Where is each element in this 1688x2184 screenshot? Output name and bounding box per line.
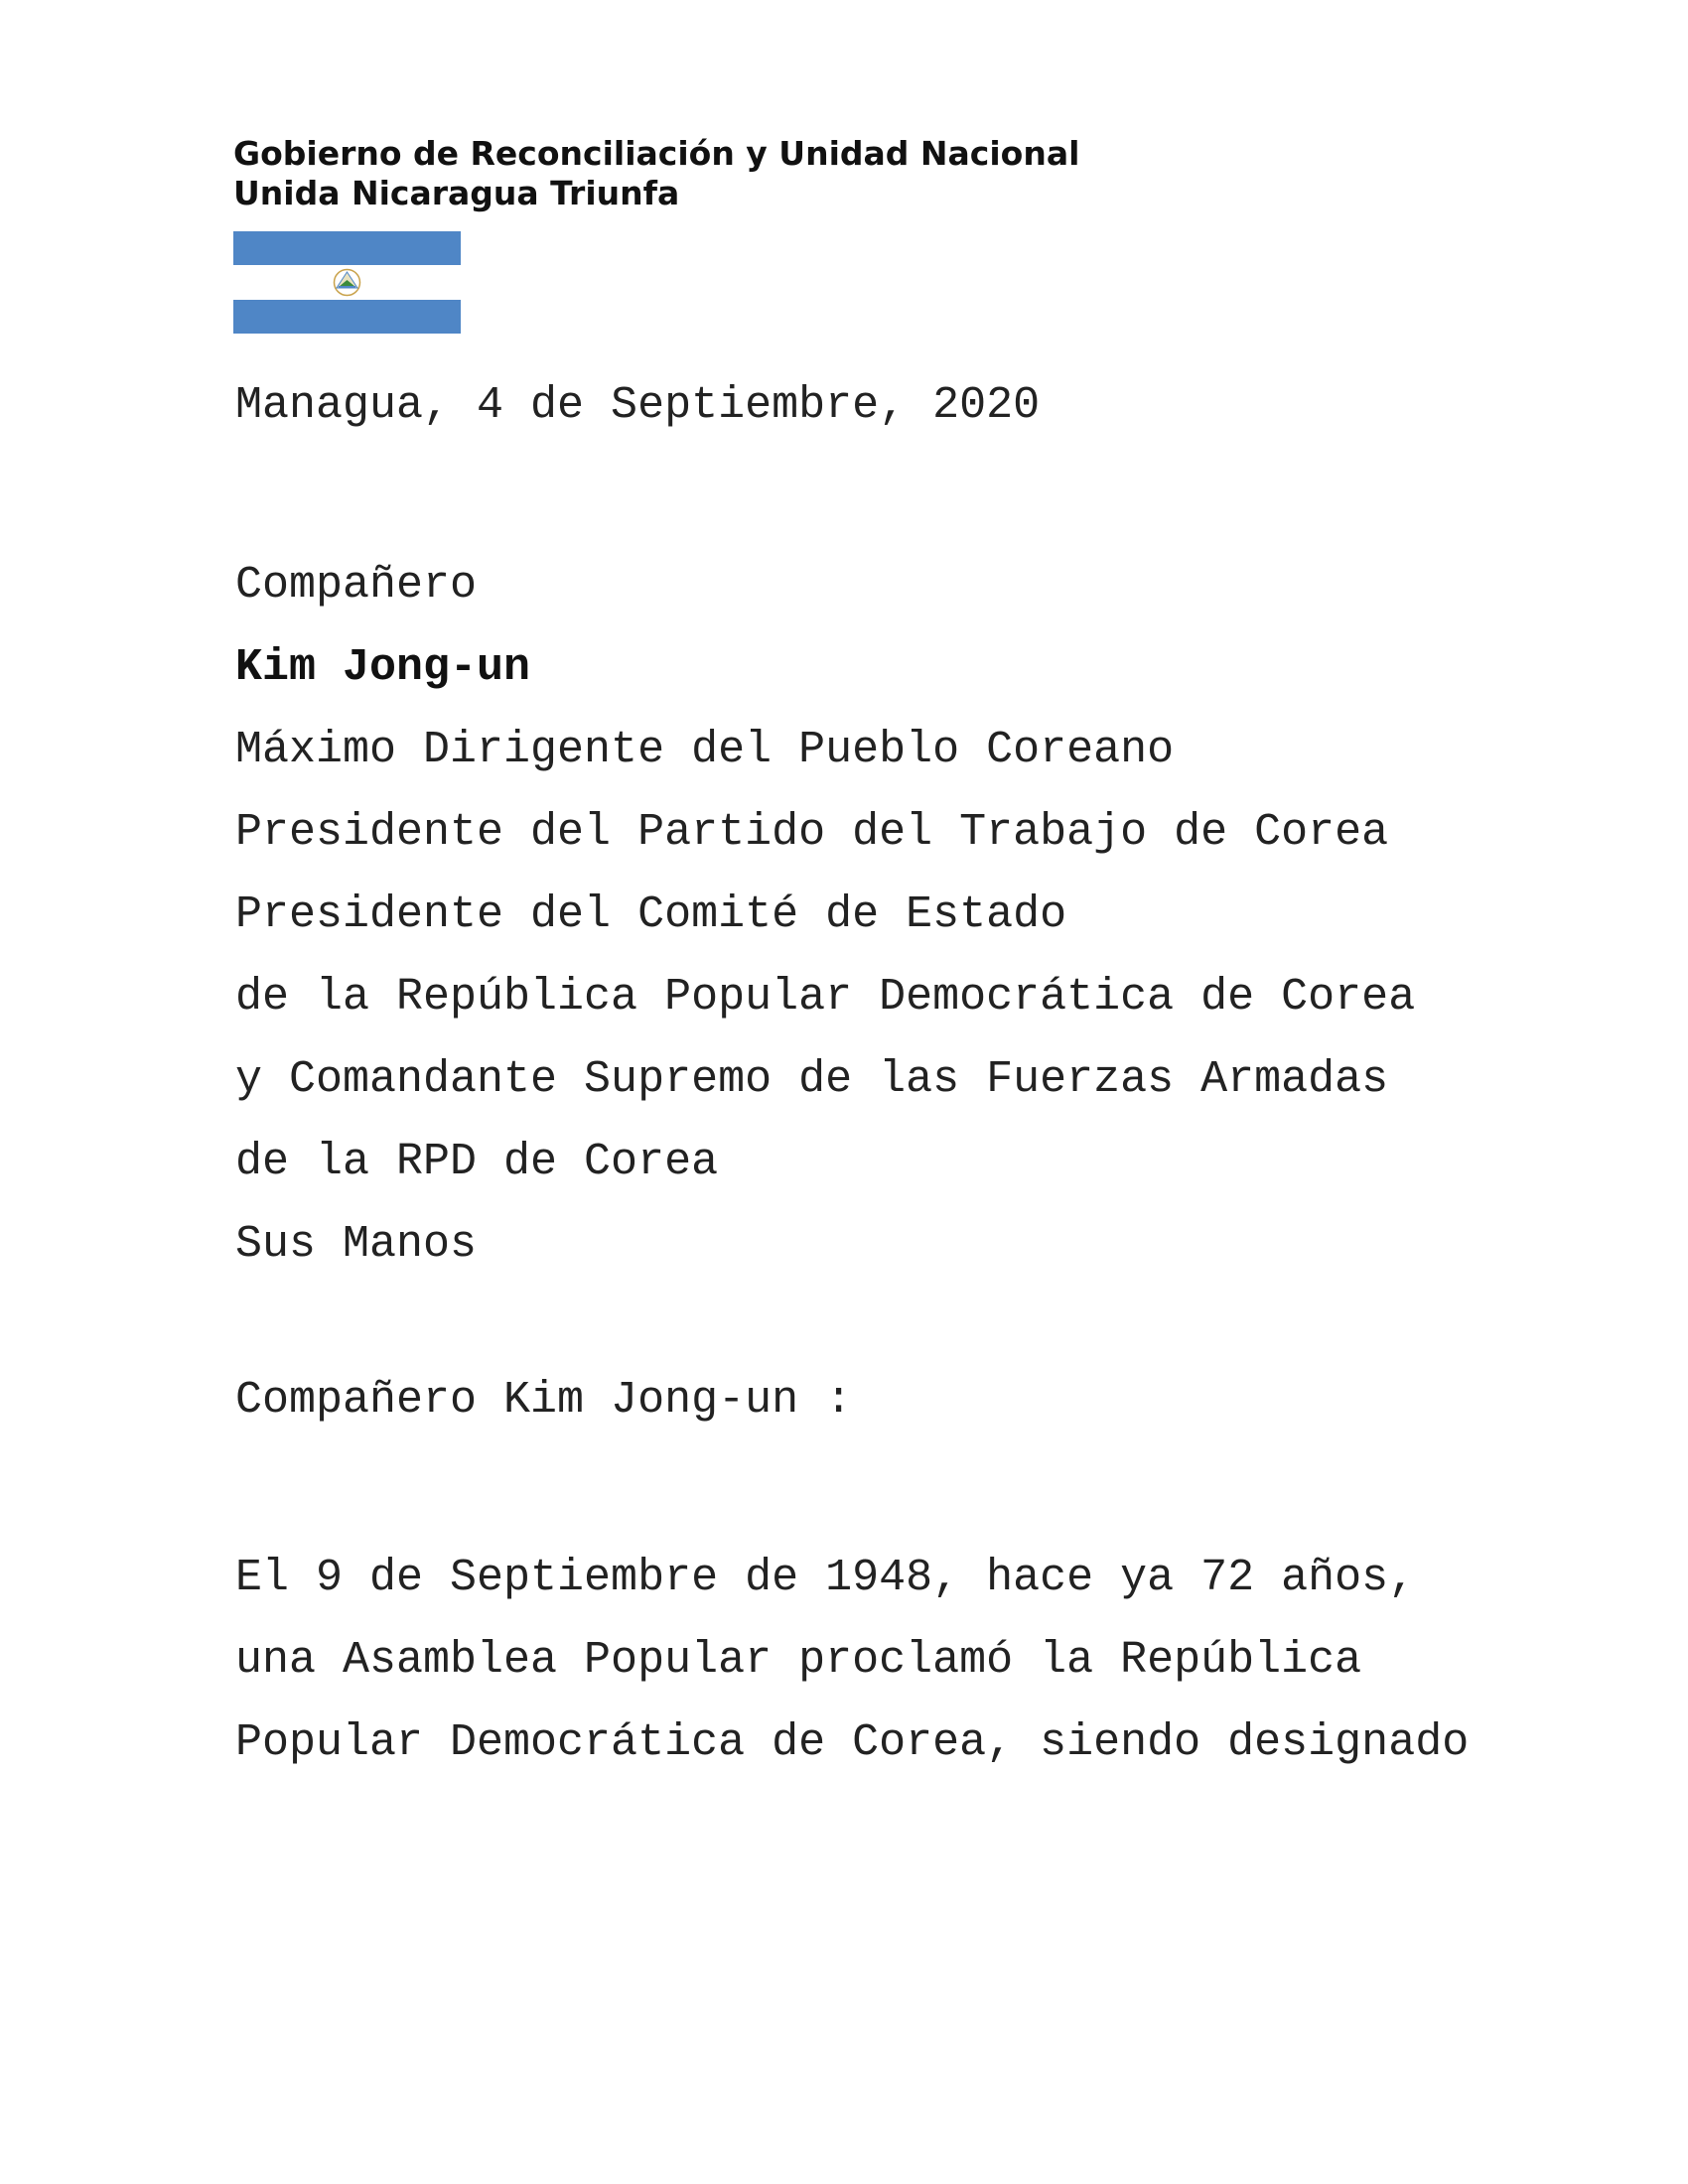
body-line: una Asamblea Popular proclamó la República — [235, 1635, 1362, 1686]
header-line-government: Gobierno de Reconciliación y Unidad Nacional — [233, 134, 1080, 173]
header-line-slogan: Unida Nicaragua Triunfa — [233, 174, 680, 212]
body-line: El 9 de Septiembre de 1948, hace ya 72 años, — [235, 1553, 1416, 1603]
recipient-title-line: y Comandante Supremo de las Fuerzas Armadas — [235, 1054, 1389, 1105]
recipient-salutation-title: Compañero — [235, 560, 478, 611]
recipient-title-line: Presidente del Partido del Trabajo de Corea — [235, 807, 1389, 858]
government-header — [233, 134, 1079, 213]
recipient-title-line: Máximo Dirigente del Pueblo Coreano — [235, 725, 1175, 775]
recipient-delivery-note: Sus Manos — [235, 1219, 478, 1270]
letter-date: Managua, 4 de Septiembre, 2020 — [235, 380, 1041, 431]
recipient-title-line: de la República Popular Democrática de Corea — [235, 972, 1416, 1023]
letter-body — [235, 1537, 1469, 1784]
recipient-title-line: de la RPD de Corea — [235, 1137, 719, 1187]
nicaragua-flag-icon — [233, 231, 461, 334]
body-line: Popular Democrática de Corea, siendo designado — [235, 1717, 1470, 1768]
letter-greeting: Compañero Kim Jong-un : — [235, 1375, 853, 1426]
recipient-title-line: Presidente del Comité de Estado — [235, 889, 1067, 940]
recipient-name: Kim Jong-un — [235, 642, 531, 693]
recipient-block — [235, 544, 1415, 1286]
